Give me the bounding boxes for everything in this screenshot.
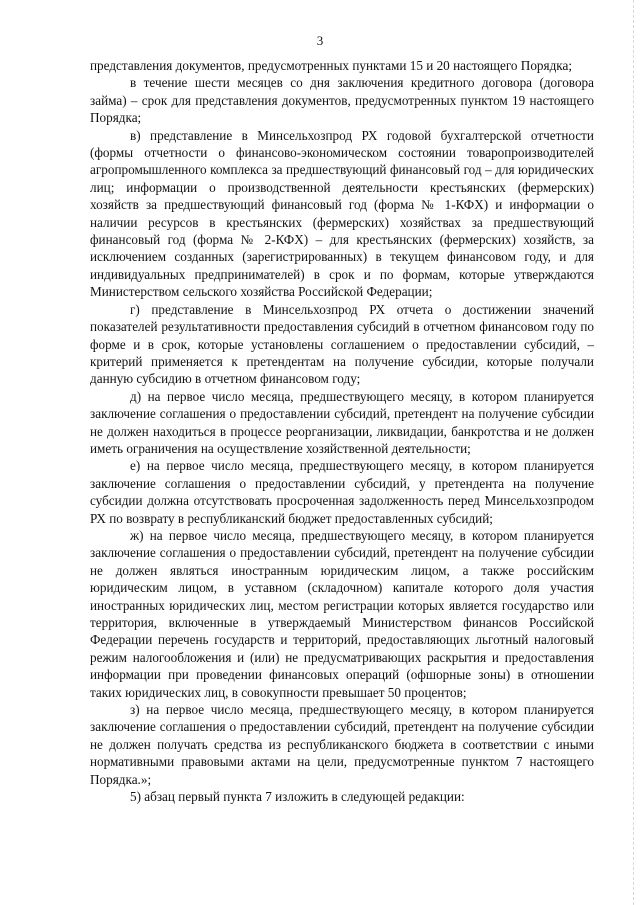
paragraph-continuation: представления документов, предусмотренных пунктами 15 и 20 настоящего Порядка; — [90, 58, 573, 73]
paragraph-e-debt: е) на первое число месяца, предшествующего месяцу, в котором планируется заключение соглашения о предоставлении субсидий, у претендента на получение субсидии должна отсутствовать просроченная задолженность перед Минсельхозпродом РХ по возврату в республиканский бюджет предоставленных субсидий; — [90, 458, 594, 526]
paragraph-zh-foreign-entity: ж) на первое число месяца, предшествующего месяцу, в котором планируется заключение соглашения о предоставлении субсидий, претендент на получение субсидии не должен являться иностранным юридическим лицом, а также российским юридическим лицом, в уставном (складочном) капитале которого доля участия иностранных юридических лиц, местом регистрации которых является государство или территория, включенные в утверждаемый Министерством финансов Российской Федерации перечень государств и территорий, предоставляющих льготный налоговый режим налогообложения и (или) не предусматривающих раскрытия и предоставления информации при проведении финансовых операций (офшорные зоны) в отношении таких юридических лиц, в совокупности превышает 50 процентов; — [90, 527, 594, 700]
document-body — [90, 57, 594, 805]
paragraph-term-loan: в течение шести месяцев со дня заключения кредитного договора (договора займа) – срок для представления документов, предусмотренных пунктом 19 настоящего Порядка; — [90, 75, 594, 126]
paragraph-d-reorganization: д) на первое число месяца, предшествующего месяцу, в котором планируется заключение соглашения о предоставлении субсидий, претендент на получение субсидии не должен находиться в процессе реорганизации, ликвидации, банкротства и не должен иметь ограничения на осуществление хозяйственной деятельности; — [90, 388, 594, 456]
scan-margin-line — [633, 0, 634, 905]
paragraph-v-reporting: в) представление в Минсельхозпрод РХ годовой бухгалтерской отчетности (формы отчетности о финансово-экономическом состоянии товаропроизводителей агропромышленного комплекса за предшествующий финансовый год – для юридических лиц; информации о производственной деятельности крестьянских (фермерских) хозяйств за предшествующий финансовый год (форма № 1-КФХ) и информации о наличии ресурсов в крестьянских (фермерских) хозяйствах за предшествующий финансовый год (форма № 2-КФХ) – для крестьянских (фермерских) хозяйств, за исключением созданных (зарегистрированных) в текущем финансовом году, и для индивидуальных предпринимателей) в срок и по формам, которые утверждаются Министерством сельского хозяйства Российской Федерации; — [90, 127, 594, 300]
page-number: 3 — [316, 33, 324, 48]
paragraph-z-other-funds: з) на первое число месяца, предшествующего месяцу, в котором планируется заключение соглашения о предоставлении субсидий, претендент на получение субсидии не должен получать средства из республиканского бюджета в соответствии с иными нормативными правовыми актами на цели, предусмотренные пунктом 7 настоящего Порядка.»; — [90, 702, 594, 787]
paragraph-g-performance-report: г) представление в Минсельхозпрод РХ отчета о достижении значений показателей результативности предоставления субсидий в отчетном финансовом году по форме и в срок, которые установлены соглашением о предоставлении субсидий, – критерий применяется к претендентам на получение субсидии, которые получали данную субсидию в отчетном финансовом году; — [90, 301, 594, 387]
paragraph-amendment-5: 5) абзац первый пункта 7 изложить в следующей редакции: — [130, 789, 465, 805]
